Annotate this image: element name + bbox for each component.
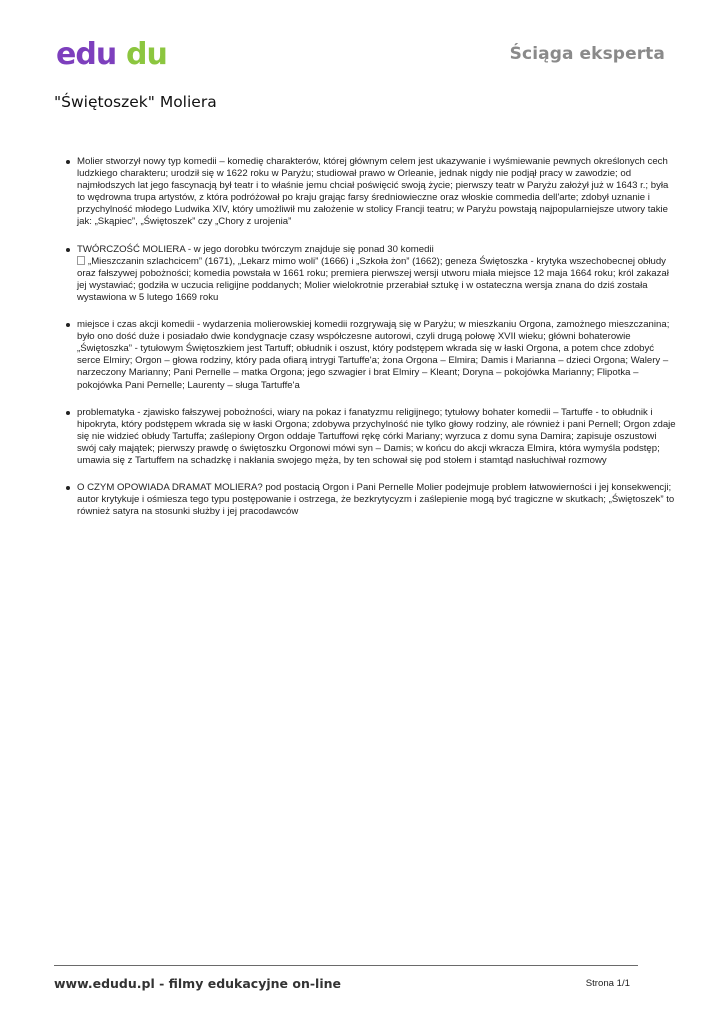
document-title: "Świętoszek" Moliera xyxy=(54,93,217,111)
list-item-text: Molier stworzył nowy typ komedii – komedię charakterów, której głównym celem jest ukazywanie i wyśmiewanie pewnych określonych cech ludzkiego charakteru; urodził się w 1622 roku w Paryżu; studiował prawo w Orleanie, jednak nigdy nie podjął pracy w zawodzie; od najmłodszych lat jego fascynacją był teatr i to właśnie jemu chciał poświęcić swoją życie; pierwszy teatr w Paryżu założył już w 1643 r.; była to wędrowna trupa artystów, z która podróżował po kraju grając farsy średniowieczne oraz włoskie commedia dell'arte; zdobył uznanie i przychylność młodego Ludwika XIV, który umożliwił mu założenie w stolicy Francji teatru; w Paryżu powstają najpopularniejsze utwory takie jak: „Skąpiec”, „Świętoszek” czy „Chory z urojenia” xyxy=(77,156,669,228)
bullet-icon xyxy=(66,248,70,252)
list-item-text: problematyka - zjawisko fałszywej pobożności, wiary na pokaz i fanatyzmu religijnego; tytułowy bohater komedii – Tartuffe - to obłudnik i hipokryta, który podstępem wkrada się w łaski Orgona; zdobywa przychylność nie tylko głowy rodziny, ale również i pani Pernell; Orgon zdaje się nie widzieć obłudy Tartuffa; zaślepiony Orgon oddaje Tartuffowi rękę córki Mariany; wyrzuca z domu syna Damira; zapisuje oszustowi swój cały majątek; pierwszy prawdę o świętoszku Orgonowi mówi syn – Damis; w końcu do akcji wkracza Elmira, która wymyśla podstęp; umawia się z Tartuffem na schadzkę i nakłania swojego męża, by ten schował się pod stołem i stamtąd nasłuchiwał rozmowy xyxy=(77,406,676,466)
bullet-icon xyxy=(66,411,70,415)
page-number: Strona 1/1 xyxy=(585,978,630,989)
bullet-icon xyxy=(66,486,70,490)
bullet-icon xyxy=(66,323,70,327)
list-item xyxy=(64,319,676,392)
list-item xyxy=(64,407,676,467)
list-item xyxy=(64,156,676,229)
list-item-text: TWÓRCZOŚĆ MOLIERA - w jego dorobku twórczym znajduje się ponad 30 komedii xyxy=(77,243,434,255)
notes-list xyxy=(64,156,676,533)
list-item xyxy=(64,482,676,518)
header-tagline: Ściąga eksperta xyxy=(509,44,665,64)
footer-divider xyxy=(54,965,638,966)
list-item-text: O CZYM OPOWIADA DRAMAT MOLIERA? pod postacią Orgon i Pani Pernelle Molier podejmuje problem łatwowierności i jej konsekwencji; autor krytykuje i ośmiesza tego typu postępowanie i ostrzega, że bezkrytycyzm i zaślepienie mogą być tragiczne w skutkach; „Świętoszek” to również satyra na stosunki służby i jej pracodawców xyxy=(77,482,675,518)
bullet-icon xyxy=(66,160,70,164)
missing-glyph-icon xyxy=(77,256,85,265)
svg-text:du: du xyxy=(126,37,167,72)
page-header xyxy=(0,0,725,90)
footer-site-link[interactable]: www.edudu.pl - filmy edukacyjne on-line xyxy=(54,976,341,991)
list-item-text: miejsce i czas akcji komedii - wydarzenia molierowskiej komedii rozgrywają się w Paryżu; w mieszkaniu Orgona, zamożnego mieszczanina; było ono dość duże i posiadało dwie kondygnacje czasy współczesne autorowi, czyli drugą połowę XVII wieku; główni bohaterowie „Świętoszka” - tytułowym Świętoszkiem jest Tartuff; obłudnik i oszust, który podstępem wkrada się w łaski Orgona, a potem chce zdobyć serce Elmiry; Orgon – głowa rodziny, który pada ofiarą intrygi Tartuffe'a; żona Orgona – Elmira; Damis i Marianna – dzieci Orgona; Walery – narzeczony Marianny; Pani Pernelle – matka Orgona; jego szwagier i brat Elmiry – Kleant; Doryna – pokojówka Marianny; Flipotka – pokojówka Pani Pernelle; Laurenty – sługa Tartuffe'a xyxy=(77,319,670,391)
svg-text:edu: edu xyxy=(56,37,117,72)
list-item xyxy=(64,244,676,304)
edudu-logo[interactable] xyxy=(54,34,182,74)
list-item-text: „Mieszczanin szlachcicem” (1671), „Lekarz mimo woli” (1666) i „Szkoła żon” (1662); geneza Świętoszka - krytyka wszechobecnej obłudy oraz fałszywej pobożności; komedia powstała w 1661 roku; premiera pierwszej wersji utworu miała miejsce 12 maja 1664 roku; król zakazał jej wystawiać; godziła w uczucia religijne poddanych; Molier wielokrotnie przerabiał sztukę i w ostateczna wersja znana do dziś została wystawiona w 5 lutego 1669 roku xyxy=(77,255,669,303)
